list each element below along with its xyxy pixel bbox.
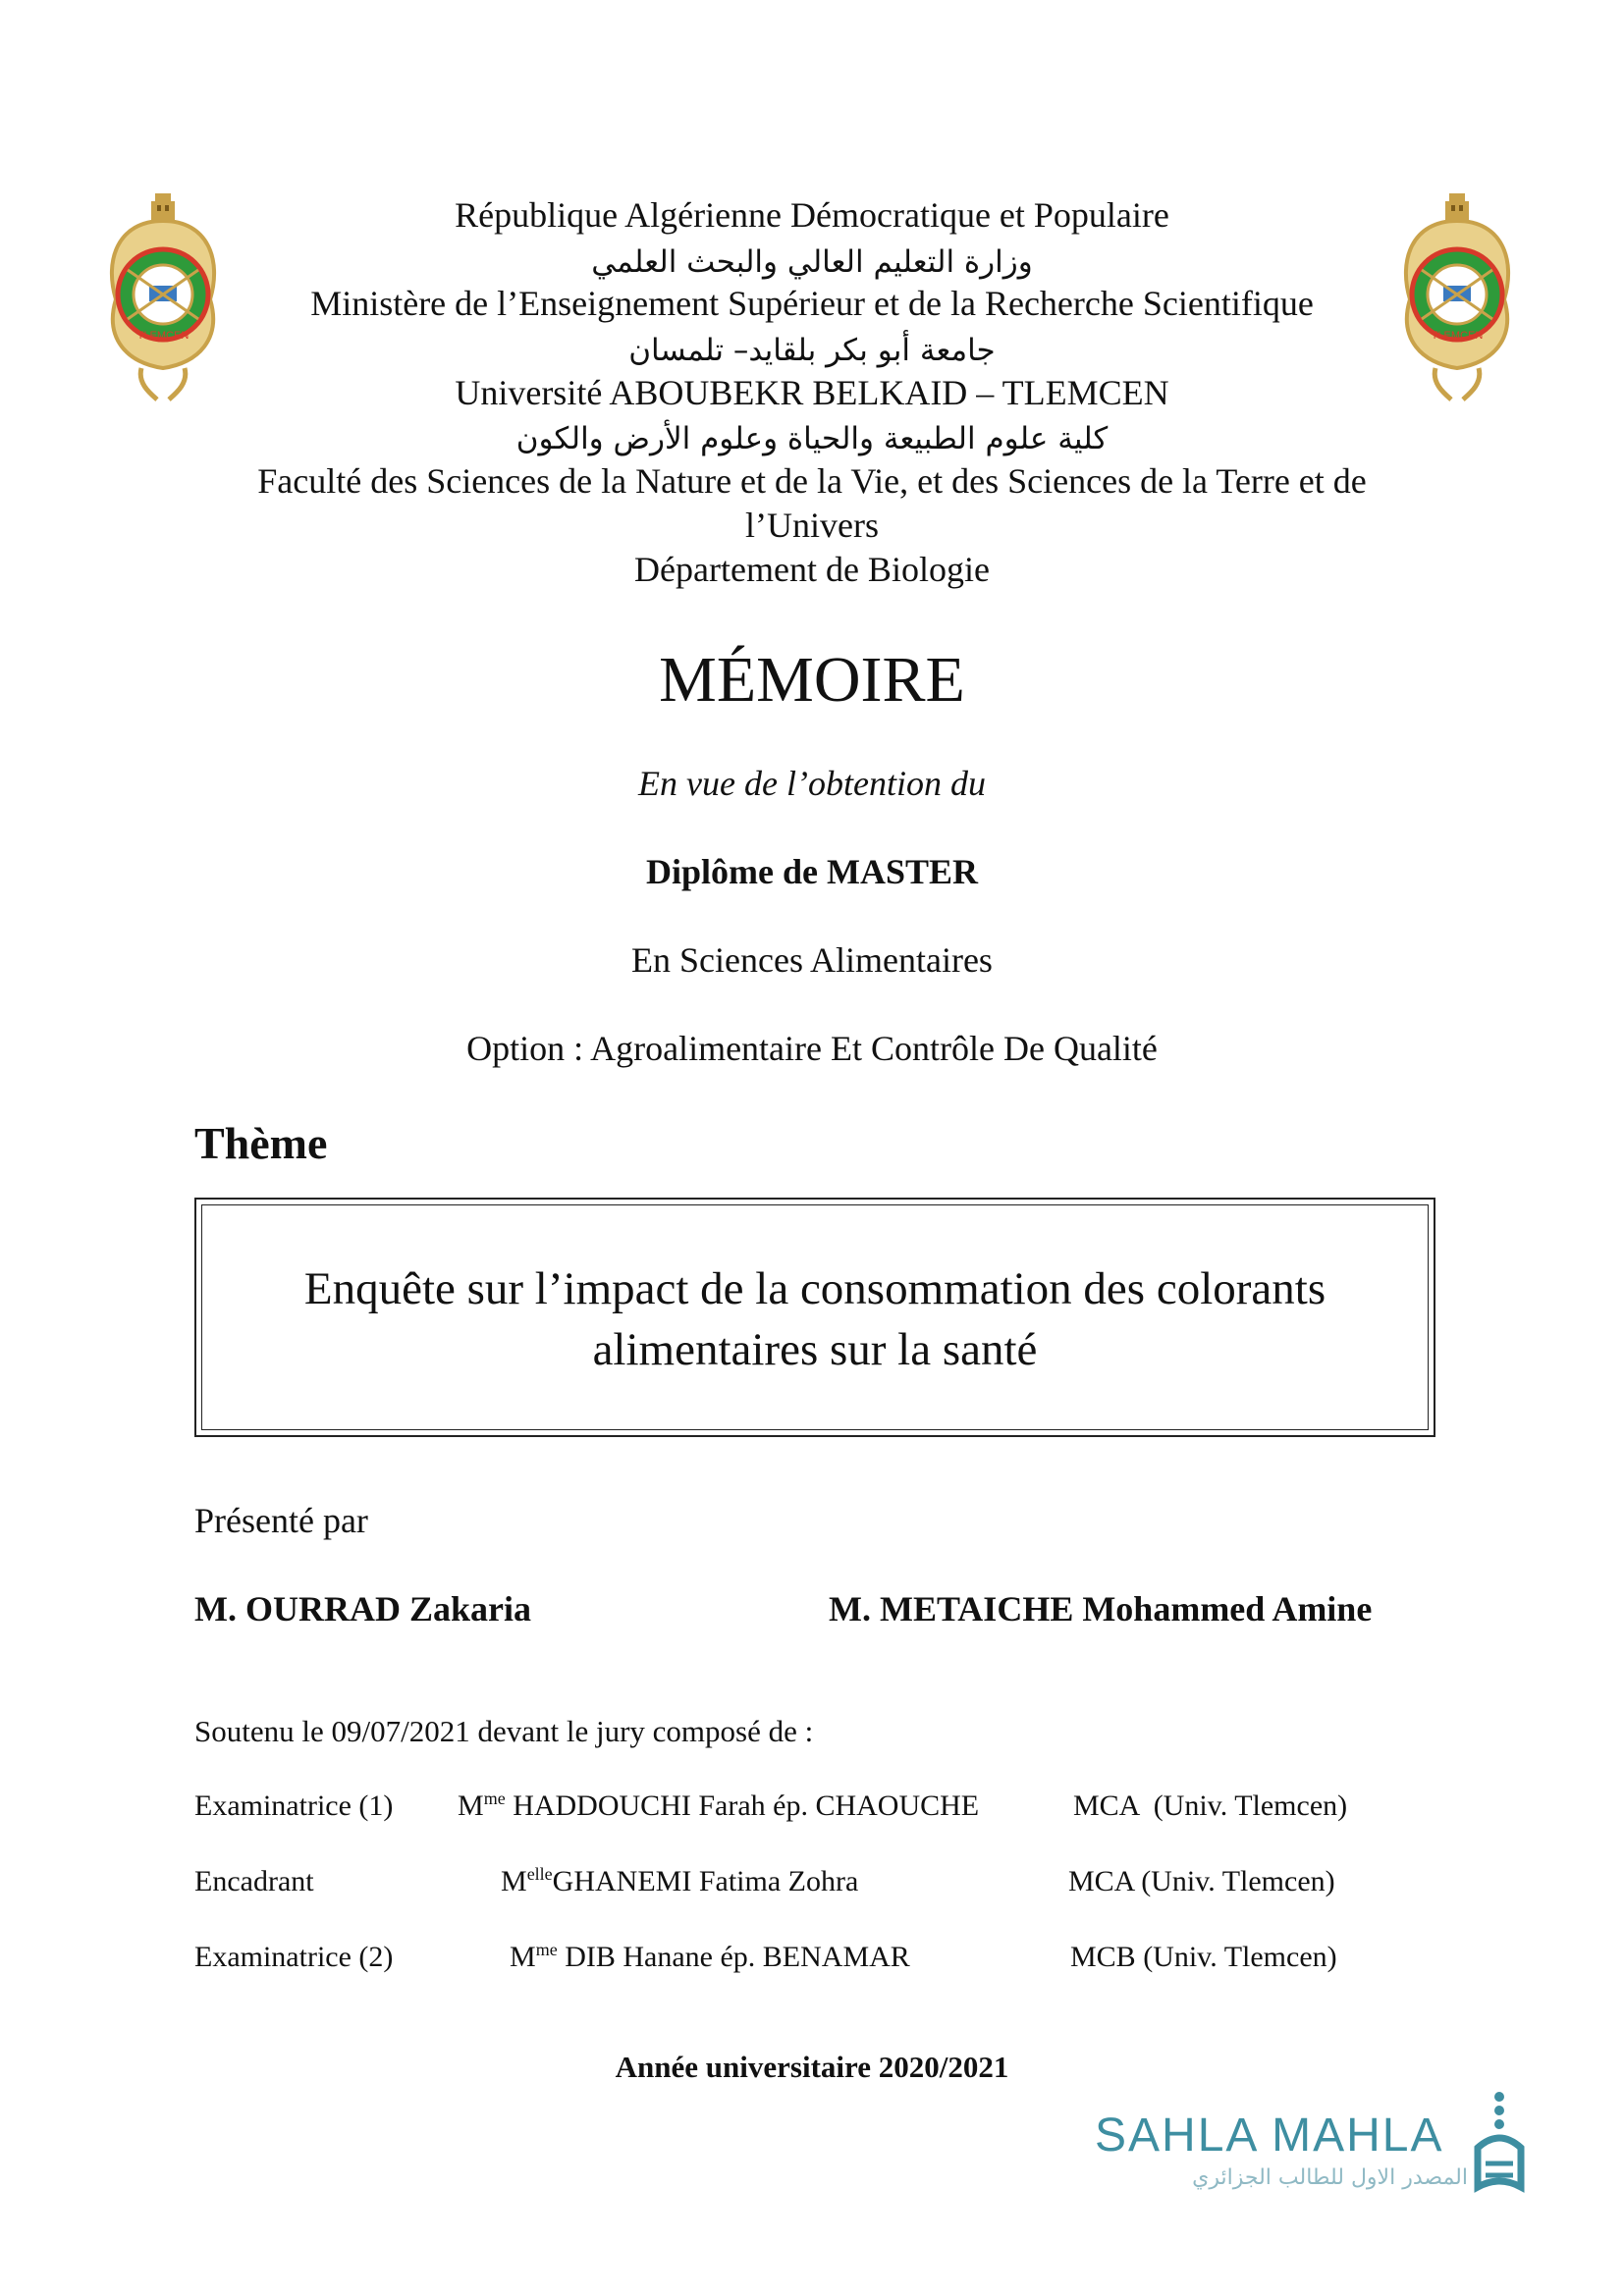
diploma-label: Diplôme de MASTER xyxy=(645,852,978,891)
header-department: Département de Biologie xyxy=(634,550,990,589)
theme-title xyxy=(196,1258,1434,1380)
jury-member-name: $M^{elle}GHANEMI$ Fatima Zohra xyxy=(501,1864,859,1897)
header-university-ar: جامعة أبو بكر بلقايد– تلمسان xyxy=(628,333,996,368)
option-label: Option : Agroalimentaire Et Contrôle De Qualité xyxy=(466,1029,1158,1068)
theme-title-line2: alimentaires sur la santé xyxy=(592,1324,1038,1375)
jury-member-name: $M^{me}$ DIB Hanane ép. BENAMAR xyxy=(510,1940,910,1973)
svg-text:TLEMCEN: TLEMCEN xyxy=(136,330,189,342)
presented-by-label: Présenté par xyxy=(194,1501,368,1540)
brand-name: SAHLA MAHLA xyxy=(1095,2109,1444,2162)
header-faculty-cont: l’Univers xyxy=(745,506,879,545)
jury-intro: Soutenu le 09/07/2021 devant le jury composé de : xyxy=(194,1714,814,1748)
brand-emblem-icon xyxy=(1460,2089,1539,2199)
sahla-mahla-watermark xyxy=(1095,2109,1546,2190)
theme-box xyxy=(194,1198,1435,1437)
academic-year: Année universitaire 2020/2021 xyxy=(615,2050,1009,2084)
jury-role: Examinatrice (2) xyxy=(194,1941,394,1973)
header-university: Université ABOUBEKR BELKAID – TLEMCEN xyxy=(455,373,1169,412)
jury-grade: MCB (Univ. Tlemcen) xyxy=(1070,1941,1337,1973)
obtention-subtitle: En vue de l’obtention du xyxy=(638,764,986,803)
svg-text:TLEMCEN: TLEMCEN xyxy=(1431,330,1484,342)
jury-role: Examinatrice (1) xyxy=(194,1789,394,1822)
theme-heading: Thème xyxy=(194,1118,328,1168)
author-2: M. METAICHE Mohammed Amine xyxy=(829,1589,1373,1629)
brand-tagline: المصدر الاول للطالب الجزائري xyxy=(1192,2165,1468,2190)
author-1: M. OURRAD Zakaria xyxy=(194,1589,531,1629)
field-label: En Sciences Alimentaires xyxy=(631,940,993,980)
jury-member-name: $M^{me}$ HADDOUCHI Farah ép. CHAOUCHE xyxy=(458,1789,980,1822)
header-republic: République Algérienne Démocratique et Populaire xyxy=(455,195,1169,235)
header-faculty-ar: كلية علوم الطبيعة والحياة وعلوم الأرض والكون xyxy=(515,421,1109,456)
header-ministry: Ministère de l’Enseignement Supérieur et de la Recherche Scientifique xyxy=(310,284,1314,323)
header-ministry-ar: وزارة التعليم العالي والبحث العلمي xyxy=(591,244,1033,280)
jury-role: Encadrant xyxy=(194,1865,314,1897)
jury-grade: MCA (Univ. Tlemcen) xyxy=(1068,1865,1335,1897)
theme-title-line1: Enquête sur l’impact de la consommation des colorants xyxy=(303,1263,1326,1314)
jury-grade: MCA (Univ. Tlemcen) xyxy=(1073,1789,1348,1822)
header-faculty: Faculté des Sciences de la Nature et de la Vie, et des Sciences de la Terre et de xyxy=(257,461,1367,501)
document-title: MÉMOIRE xyxy=(659,644,965,716)
